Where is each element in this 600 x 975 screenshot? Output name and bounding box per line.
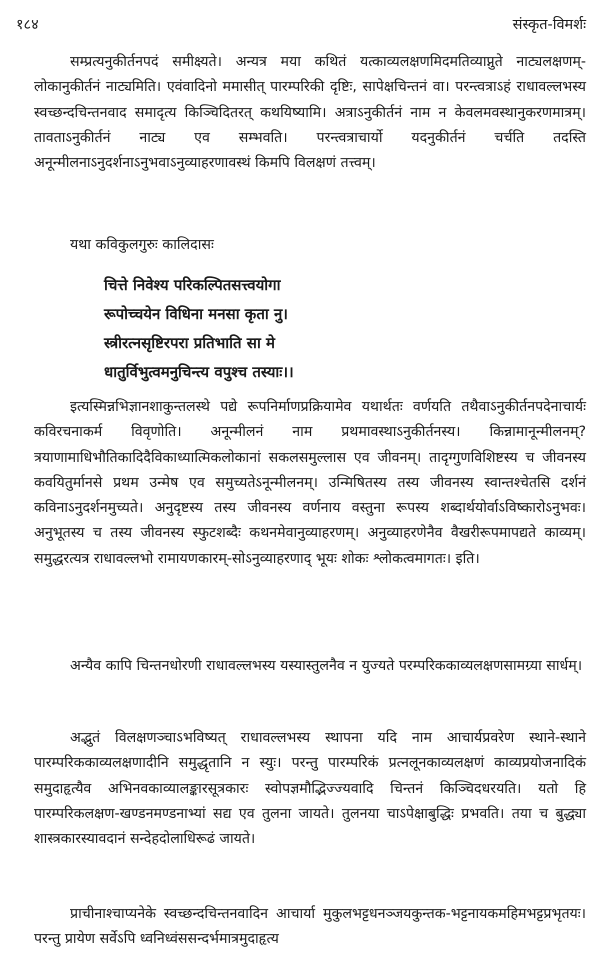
verse-intro: यथा कविकुलगुरुः कालिदासः (70, 237, 214, 253)
paragraph-4: अद्भुतं विलक्षणञ्चाऽभविष्यत् राधावल्लभस्य स्थापना यदि नाम आचार्यप्रवरेण स्थाने-स्थाने पारम्परिककाव्यलक्षणादीनि समुद्धृतानि न स्युः। परन्तु पारम्परिकं प्रत्नलूनकाव्यलक्षणं काव्यप्रयोजनादिकं समुदाहृत्यैव अभिनवकाव्यालङ्कारसूत्रकारः स्वोपज्ञमौद्भिज्ज्यवादि चिन्तनं किञ्चिदधरयति। यतो हि पारम्परिकलक्षण-खण्डनमण्डनाभ्यां सद्य एव तुलना जायते। तुलनया चाऽपेक्षाबुद्धिः प्रभवति। तया च बुद्ध्या शास्त्रकारस्यावदानं सन्देहदोलाधिरूढं जायते। (34, 730, 586, 848)
page-number: १८४ (16, 17, 39, 33)
paragraph-5-block (34, 902, 586, 953)
paragraph-1-block (34, 50, 586, 176)
paragraph-2-block (34, 395, 586, 572)
paragraph-5: प्राचीनाश्चाप्यनेके स्वच्छन्दचिन्तनवादिन आचार्या मुकुलभट्टधनञ्जयकुन्तक-भट्टनायकमहिमभट्टप्रभृतयः। परन्तु प्रायेण सर्वेऽपि ध्वनिध्वंससन्दर्भमात्रमुदाहृत्य (34, 906, 586, 948)
running-head: संस्कृत-विमर्शः (512, 17, 586, 33)
verse-line-3: स्त्रीरत्नसृष्टिरपरा प्रतिभाति सा मे (104, 334, 276, 352)
verse-line-1: चित्ते निवेश्य परिकल्पितसत्त्वयोगा (104, 276, 281, 294)
verse-line-4: धातुर्विभुत्वमनुचिन्त्य वपुश्च तस्याः।। (104, 363, 294, 381)
paragraph-4-block (34, 726, 586, 852)
paragraph-3-block (34, 654, 586, 679)
paragraph-2: इत्यस्मिन्नभिज्ञानशाकुन्तलस्थे पद्ये रूपनिर्माणप्रक्रियामेव यथार्थतः वर्णयति तथैवाऽनुकीर्तनपदेनाचार्यः कविरचनाकर्म विवृणोति। अनून्मीलनं नाम प्रथमावस्थाऽनुकीर्तनस्य। किन्नामानून्मीलनम्? त्रयाणामाधिभौतिकादिदैविकाध्यात्मिकलोकानां सकलसमुल्लास एव जीवनम्। तादृग्गुणविशिष्टस्य च जीवनस्य कवयितुर्मानसे प्रथम उन्मेष एव समुच्यतेऽनून्मीलनम्। उन्मिषितस्य तस्य जीवनस्य स्वान्तश्चेतसि दर्शनं कविनाऽनुदर्शनमुच्यते। अनुदृष्टस्य तस्य जीवनस्य वर्णनाय वस्तुना रूपस्य शब्दार्थयोर्वाऽविष्कारोऽनुभवः। अनुभूतस्य च तस्य जीवनस्य स्फुटशब्दैः कथनमेवानुव्याहरणम्। अनुव्याहरणेनैव वैखरीरूपमापद्यते काव्यम्। समुद्धरत्यत्र राधावल्लभो रामायणकारम्-सोऽनुव्याहरणाद् भूयः शोकः श्लोकत्वमागतः। इति। (34, 399, 586, 567)
paragraph-1: सम्प्रत्यनुकीर्तनपदं समीक्ष्यते। अन्यत्र मया कथितं यत्काव्यलक्षणमिदमतिव्याप्नुते नाट्यलक्षणम्-लोकानुकीर्तनं नाट्यमिति। एवंवादिनो ममासीत् पारम्परिकी दृष्टिः, सापेक्षचिन्तनं वा। परन्त्वत्राऽहं राधावल्लभस्य स्वच्छन्दचिन्तनवाद समादृत्य किञ्चिदितरत् कथयिष्यामि। अत्राऽनुकीर्तनं नाम न केवलमवस्थानुकरणमात्रम्। तावताऽनुकीर्तनं नाट्य एव सम्भवति। परन्त्वत्राचार्यो यदनुकीर्तनं चर्चति तदस्ति अनून्मीलनाऽनुदर्शनाऽनुभवाऽनुव्याहरणावस्थं किमपि विलक्षणं तत्त्वम्। (34, 54, 586, 172)
paragraph-3: अन्यैव कापि चिन्तनधोरणी राधावल्लभस्य यस्यास्तुलनैव न युज्यते परम्परिककाव्यलक्षणसामग्र्या सार्धम्। (70, 658, 583, 674)
verse-block (104, 271, 294, 387)
verse-line-2: रूपोच्चयेन विधिना मनसा कृता नु। (104, 305, 288, 323)
page-header (16, 14, 586, 36)
